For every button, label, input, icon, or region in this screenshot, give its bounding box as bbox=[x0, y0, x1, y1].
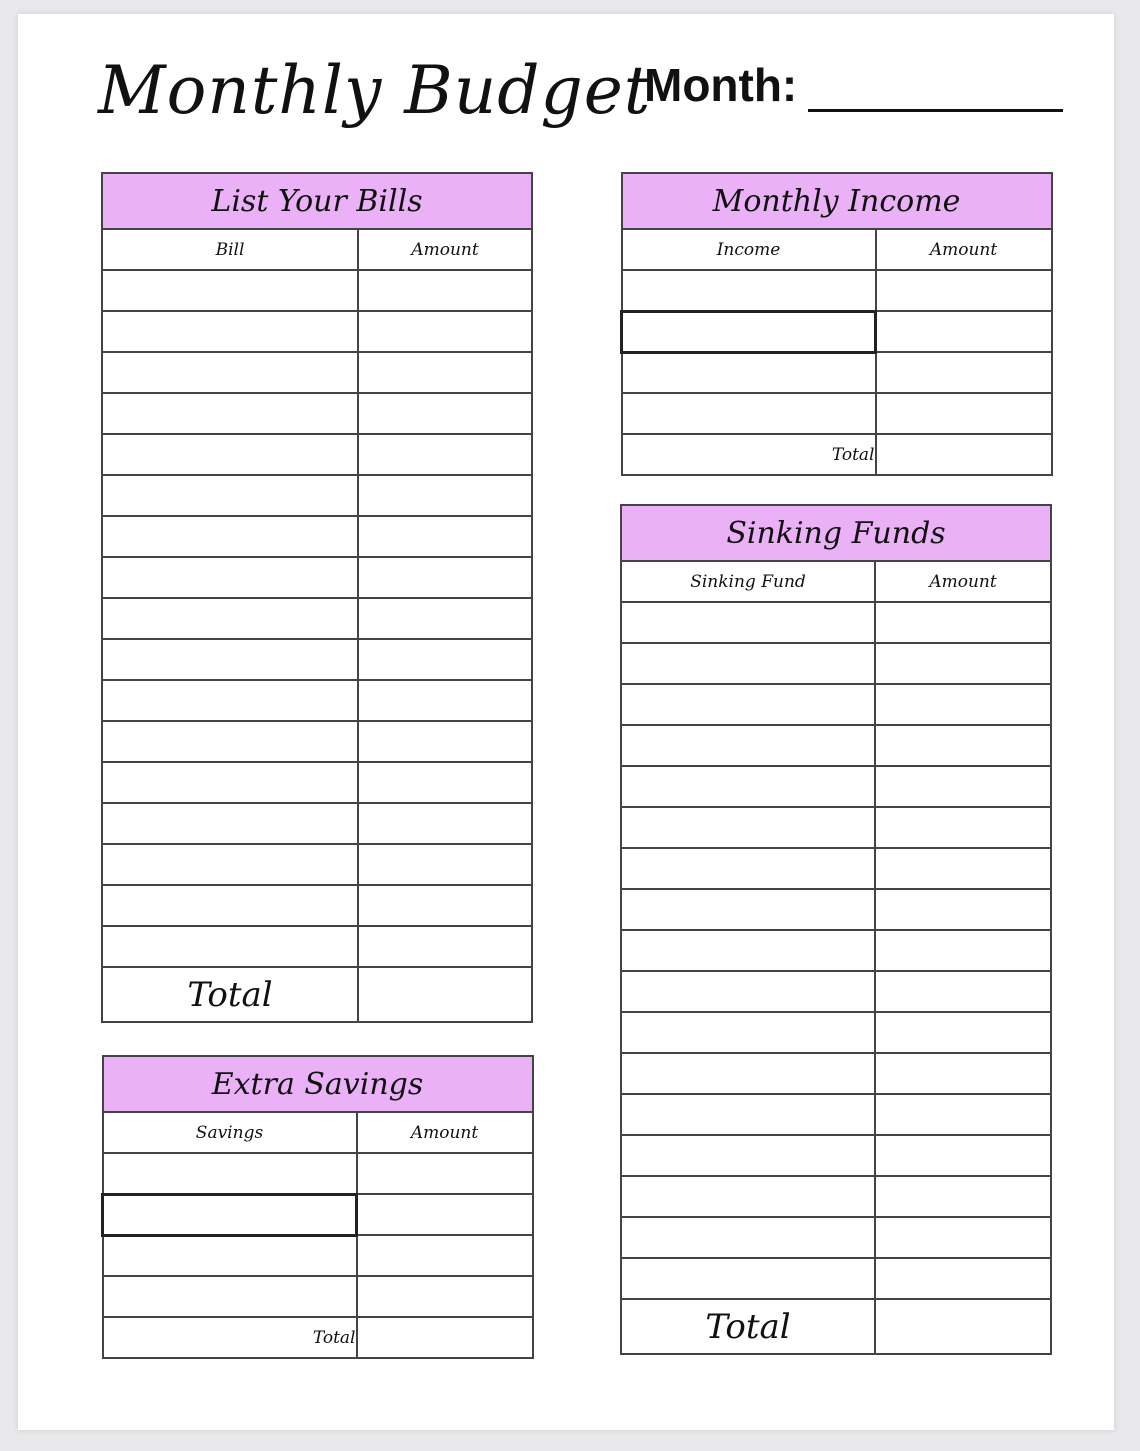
bills-name-cell[interactable] bbox=[102, 393, 358, 434]
savings-table bbox=[101, 1055, 534, 1359]
table-row bbox=[102, 516, 532, 557]
bills-name-cell[interactable] bbox=[102, 557, 358, 598]
sinking-amount-cell[interactable] bbox=[875, 684, 1051, 725]
table-row bbox=[621, 1176, 1051, 1217]
total-row bbox=[622, 434, 1052, 475]
table-row bbox=[102, 393, 532, 434]
sinking-amount-cell[interactable] bbox=[875, 1258, 1051, 1299]
bills-amount-cell[interactable] bbox=[358, 516, 532, 557]
sinking-name-cell[interactable] bbox=[621, 1012, 875, 1053]
table-row bbox=[102, 352, 532, 393]
sinking-amount-cell[interactable] bbox=[875, 766, 1051, 807]
total-row bbox=[102, 967, 532, 1022]
table-row bbox=[103, 1153, 533, 1194]
table-row bbox=[103, 1276, 533, 1317]
bills-name-cell[interactable] bbox=[102, 680, 358, 721]
bills-amount-cell[interactable] bbox=[358, 434, 532, 475]
table-row bbox=[621, 807, 1051, 848]
sinking-amount-cell[interactable] bbox=[875, 889, 1051, 930]
table-row bbox=[621, 971, 1051, 1012]
savings-col-savings: Savings bbox=[103, 1112, 357, 1153]
sinking-table bbox=[620, 504, 1052, 1355]
sinking-name-cell[interactable] bbox=[621, 1176, 875, 1217]
bills-name-cell[interactable] bbox=[102, 762, 358, 803]
income-amount-cell[interactable] bbox=[876, 311, 1052, 352]
income-name-cell[interactable] bbox=[622, 352, 876, 393]
table-row bbox=[102, 598, 532, 639]
savings-total-amount-cell[interactable] bbox=[357, 1317, 533, 1358]
bills-amount-cell[interactable] bbox=[358, 311, 532, 352]
income-section-title: Monthly Income bbox=[622, 173, 1052, 229]
sinking-col-fund: Sinking Fund bbox=[621, 561, 875, 602]
table-row bbox=[102, 762, 532, 803]
savings-total-label: Total bbox=[103, 1317, 357, 1358]
savings-amount-cell[interactable] bbox=[357, 1194, 533, 1235]
sinking-name-cell[interactable] bbox=[621, 1258, 875, 1299]
savings-name-cell[interactable] bbox=[103, 1153, 357, 1194]
bills-total-amount-cell[interactable] bbox=[358, 967, 532, 1022]
table-row bbox=[103, 1235, 533, 1276]
bills-name-cell[interactable] bbox=[102, 844, 358, 885]
table-row bbox=[102, 475, 532, 516]
month-label: Month: bbox=[644, 59, 798, 111]
table-row bbox=[102, 311, 532, 352]
sinking-amount-cell[interactable] bbox=[875, 602, 1051, 643]
bills-name-cell[interactable] bbox=[102, 270, 358, 311]
bills-section-title: List Your Bills bbox=[102, 173, 532, 229]
bills-name-cell[interactable] bbox=[102, 311, 358, 352]
savings-name-cell[interactable] bbox=[103, 1235, 357, 1276]
table-row bbox=[103, 1194, 533, 1235]
bills-amount-cell[interactable] bbox=[358, 598, 532, 639]
table-row bbox=[621, 1012, 1051, 1053]
income-table bbox=[620, 172, 1053, 476]
savings-section-title: Extra Savings bbox=[103, 1056, 533, 1112]
table-row bbox=[621, 766, 1051, 807]
sinking-name-cell[interactable] bbox=[621, 684, 875, 725]
sinking-amount-cell[interactable] bbox=[875, 1094, 1051, 1135]
savings-name-cell[interactable] bbox=[103, 1276, 357, 1317]
table-row bbox=[102, 639, 532, 680]
sinking-amount-cell[interactable] bbox=[875, 643, 1051, 684]
bills-name-cell[interactable] bbox=[102, 475, 358, 516]
sinking-amount-cell[interactable] bbox=[875, 971, 1051, 1012]
savings-name-cell[interactable] bbox=[103, 1194, 357, 1235]
income-name-cell[interactable] bbox=[622, 393, 876, 434]
bills-total-label: Total bbox=[102, 967, 358, 1022]
bills-amount-cell[interactable] bbox=[358, 926, 532, 967]
table-row bbox=[621, 889, 1051, 930]
sinking-col-amount: Amount bbox=[875, 561, 1051, 602]
sinking-name-cell[interactable] bbox=[621, 1053, 875, 1094]
sinking-name-cell[interactable] bbox=[621, 889, 875, 930]
income-total-label: Total bbox=[622, 434, 876, 475]
bills-name-cell[interactable] bbox=[102, 926, 358, 967]
table-row bbox=[621, 725, 1051, 766]
income-name-cell[interactable] bbox=[622, 270, 876, 311]
bills-amount-cell[interactable] bbox=[358, 639, 532, 680]
sinking-amount-cell[interactable] bbox=[875, 1012, 1051, 1053]
bills-name-cell[interactable] bbox=[102, 598, 358, 639]
bills-amount-cell[interactable] bbox=[358, 721, 532, 762]
income-col-amount: Amount bbox=[876, 229, 1052, 270]
sinking-name-cell[interactable] bbox=[621, 602, 875, 643]
sinking-name-cell[interactable] bbox=[621, 930, 875, 971]
total-row bbox=[103, 1317, 533, 1358]
table-row bbox=[102, 885, 532, 926]
table-row bbox=[622, 393, 1052, 434]
bills-amount-cell[interactable] bbox=[358, 475, 532, 516]
month-blank-line bbox=[808, 109, 1063, 112]
bills-col-amount: Amount bbox=[358, 229, 532, 270]
income-name-cell[interactable] bbox=[622, 311, 876, 352]
bills-amount-cell[interactable] bbox=[358, 557, 532, 598]
table-row bbox=[102, 721, 532, 762]
page-title: Monthly Budget bbox=[98, 52, 652, 129]
income-amount-cell[interactable] bbox=[876, 270, 1052, 311]
sinking-amount-cell[interactable] bbox=[875, 1135, 1051, 1176]
bills-name-cell[interactable] bbox=[102, 885, 358, 926]
table-row bbox=[621, 1258, 1051, 1299]
table-row bbox=[622, 352, 1052, 393]
sinking-name-cell[interactable] bbox=[621, 725, 875, 766]
sinking-amount-cell[interactable] bbox=[875, 1176, 1051, 1217]
table-row bbox=[622, 270, 1052, 311]
table-row bbox=[102, 270, 532, 311]
bills-name-cell[interactable] bbox=[102, 721, 358, 762]
table-row bbox=[102, 680, 532, 721]
bills-name-cell[interactable] bbox=[102, 352, 358, 393]
savings-col-amount: Amount bbox=[357, 1112, 533, 1153]
bills-col-bill: Bill bbox=[102, 229, 358, 270]
table-row bbox=[621, 1094, 1051, 1135]
table-row bbox=[621, 848, 1051, 889]
bills-amount-cell[interactable] bbox=[358, 762, 532, 803]
sinking-section-title: Sinking Funds bbox=[621, 505, 1051, 561]
bills-amount-cell[interactable] bbox=[358, 680, 532, 721]
table-row bbox=[102, 844, 532, 885]
income-amount-cell[interactable] bbox=[876, 352, 1052, 393]
bills-name-cell[interactable] bbox=[102, 803, 358, 844]
sinking-total-amount-cell[interactable] bbox=[875, 1299, 1051, 1354]
bills-amount-cell[interactable] bbox=[358, 885, 532, 926]
sinking-name-cell[interactable] bbox=[621, 807, 875, 848]
sinking-amount-cell[interactable] bbox=[875, 848, 1051, 889]
table-row bbox=[102, 803, 532, 844]
bills-name-cell[interactable] bbox=[102, 434, 358, 475]
sinking-total-label: Total bbox=[621, 1299, 875, 1354]
bills-amount-cell[interactable] bbox=[358, 270, 532, 311]
sinking-name-cell[interactable] bbox=[621, 643, 875, 684]
sinking-name-cell[interactable] bbox=[621, 1094, 875, 1135]
table-row bbox=[102, 557, 532, 598]
bills-table bbox=[101, 172, 533, 1023]
total-row bbox=[621, 1299, 1051, 1354]
table-row bbox=[622, 311, 1052, 352]
bills-name-cell[interactable] bbox=[102, 639, 358, 680]
sinking-name-cell[interactable] bbox=[621, 971, 875, 1012]
sinking-name-cell[interactable] bbox=[621, 1135, 875, 1176]
income-amount-cell[interactable] bbox=[876, 393, 1052, 434]
table-row bbox=[621, 684, 1051, 725]
sinking-amount-cell[interactable] bbox=[875, 725, 1051, 766]
sinking-name-cell[interactable] bbox=[621, 1217, 875, 1258]
table-row bbox=[621, 930, 1051, 971]
sinking-amount-cell[interactable] bbox=[875, 930, 1051, 971]
bills-amount-cell[interactable] bbox=[358, 352, 532, 393]
sinking-amount-cell[interactable] bbox=[875, 807, 1051, 848]
table-row bbox=[621, 1217, 1051, 1258]
table-row bbox=[621, 1053, 1051, 1094]
bills-amount-cell[interactable] bbox=[358, 803, 532, 844]
savings-amount-cell[interactable] bbox=[357, 1276, 533, 1317]
table-row bbox=[621, 643, 1051, 684]
income-total-amount-cell[interactable] bbox=[876, 434, 1052, 475]
table-row bbox=[621, 602, 1051, 643]
table-row bbox=[102, 926, 532, 967]
bills-amount-cell[interactable] bbox=[358, 844, 532, 885]
sinking-name-cell[interactable] bbox=[621, 766, 875, 807]
sinking-amount-cell[interactable] bbox=[875, 1053, 1051, 1094]
sinking-amount-cell[interactable] bbox=[875, 1217, 1051, 1258]
savings-amount-cell[interactable] bbox=[357, 1235, 533, 1276]
income-col-income: Income bbox=[622, 229, 876, 270]
sinking-name-cell[interactable] bbox=[621, 848, 875, 889]
table-row bbox=[102, 434, 532, 475]
bills-name-cell[interactable] bbox=[102, 516, 358, 557]
bills-amount-cell[interactable] bbox=[358, 393, 532, 434]
table-row bbox=[621, 1135, 1051, 1176]
savings-amount-cell[interactable] bbox=[357, 1153, 533, 1194]
